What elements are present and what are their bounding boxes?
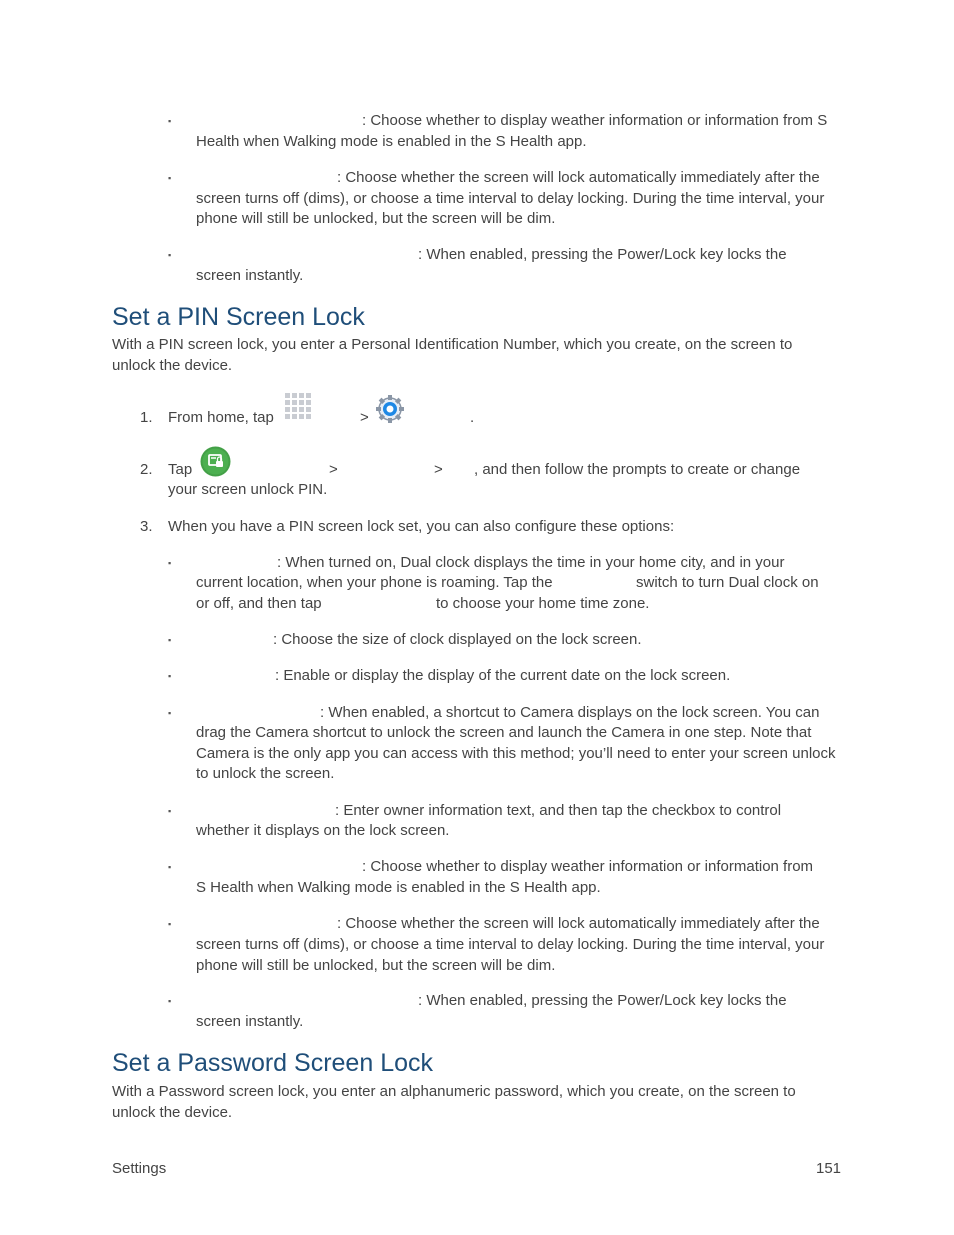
step-separator: > (434, 461, 443, 478)
bullet-text: screen turns off (dims), or choose a time interval to delay locking. During the time interval, your phone will still be unlocked, but the screen will be dim. (196, 936, 825, 974)
step-text-rest: , and then follow the prompts to create or change (474, 461, 801, 478)
bullet-marker: ▪ (168, 116, 172, 126)
bullet-text: : Choose whether the screen will lock automatically immediately after the (337, 915, 820, 932)
settings-gear-icon[interactable] (375, 394, 405, 424)
password-intro: With a Password screen lock, you enter an alphanumeric password, which you create, on the screen to unlock the device. (112, 1083, 796, 1121)
bullet-text: : When enabled, pressing the Power/Lock key locks the screen instantly. (196, 246, 787, 284)
bullet-marker: ▪ (168, 862, 172, 872)
step-period: . (470, 409, 475, 426)
bullet-text: : Choose whether to display weather information or information from S Health when Walking mode is enabled in the S Health app. (196, 112, 828, 150)
bullet-text: switch to turn Dual clock on (636, 574, 819, 591)
step-number: 2. (140, 461, 153, 478)
lock-screen-icon[interactable] (200, 446, 231, 477)
apps-grid-icon[interactable] (284, 392, 314, 422)
bullet-marker: ▪ (168, 635, 172, 645)
bullet-marker: ▪ (168, 250, 172, 260)
bullet-marker: ▪ (168, 806, 172, 816)
bullet-text: screen instantly. (196, 1013, 304, 1030)
footer-section-name: Settings (112, 1160, 167, 1177)
bullet-text: or off, and then tap (196, 595, 322, 612)
bullet-marker: ▪ (168, 173, 172, 183)
step-text: When you have a PIN screen lock set, you can also configure these options: (168, 518, 675, 535)
bullet-text: : Enter owner information text, and then tap the checkbox to control (335, 802, 782, 819)
bullet-text: : When turned on, Dual clock displays the time in your home city, and in your (277, 554, 785, 571)
bullet-text: current location, when your phone is roaming. Tap the (196, 574, 553, 591)
step-separator: > (329, 461, 338, 478)
step-text-line2: your screen unlock PIN. (168, 481, 328, 498)
step-number: 3. (140, 518, 153, 535)
section-heading-password: Set a Password Screen Lock (112, 1049, 433, 1077)
section-heading-pin: Set a PIN Screen Lock (112, 303, 365, 331)
bullet-marker: ▪ (168, 996, 172, 1006)
bullet-text: : Enable or display the display of the current date on the lock screen. (275, 667, 731, 684)
bullet-marker: ▪ (168, 558, 172, 568)
step-separator: > (360, 409, 369, 426)
bullet-marker: ▪ (168, 919, 172, 929)
bullet-text: : Choose whether the screen will lock automatically immediately after the screen turns off (dims), or choose a time interval to delay locking. During the time interval, your phone will still be unlocked, but the screen will be dim. (196, 169, 825, 227)
step-text: Tap (168, 461, 193, 478)
bullet-text: whether it displays on the lock screen. (196, 822, 450, 839)
footer-page-number: 151 (816, 1160, 842, 1177)
bullet-text: S Health when Walking mode is enabled in the S Health app. (196, 879, 601, 896)
step-number: 1. (140, 409, 153, 426)
bullet-marker: ▪ (168, 708, 172, 718)
bullet-text: : Choose the size of clock displayed on the lock screen. (273, 631, 642, 648)
bullet-text: : When enabled, pressing the Power/Lock key locks the (418, 992, 787, 1009)
pin-intro: With a PIN screen lock, you enter a Personal Identification Number, which you create, on the screen to unlock the device. (112, 336, 793, 374)
bullet-text: : When enabled, a shortcut to Camera displays on the lock screen. You can (320, 704, 820, 721)
bullet-text: drag the Camera shortcut to unlock the screen and launch the Camera in one step. Note that Camera is the only app you can access with this method; you’ll need to enter your screen unlock to unlock the screen. (196, 724, 836, 782)
bullet-marker: ▪ (168, 671, 172, 681)
step-text: From home, tap (168, 409, 274, 426)
bullet-text: to choose your home time zone. (436, 595, 650, 612)
bullet-text: : Choose whether to display weather information or information from (362, 858, 814, 875)
